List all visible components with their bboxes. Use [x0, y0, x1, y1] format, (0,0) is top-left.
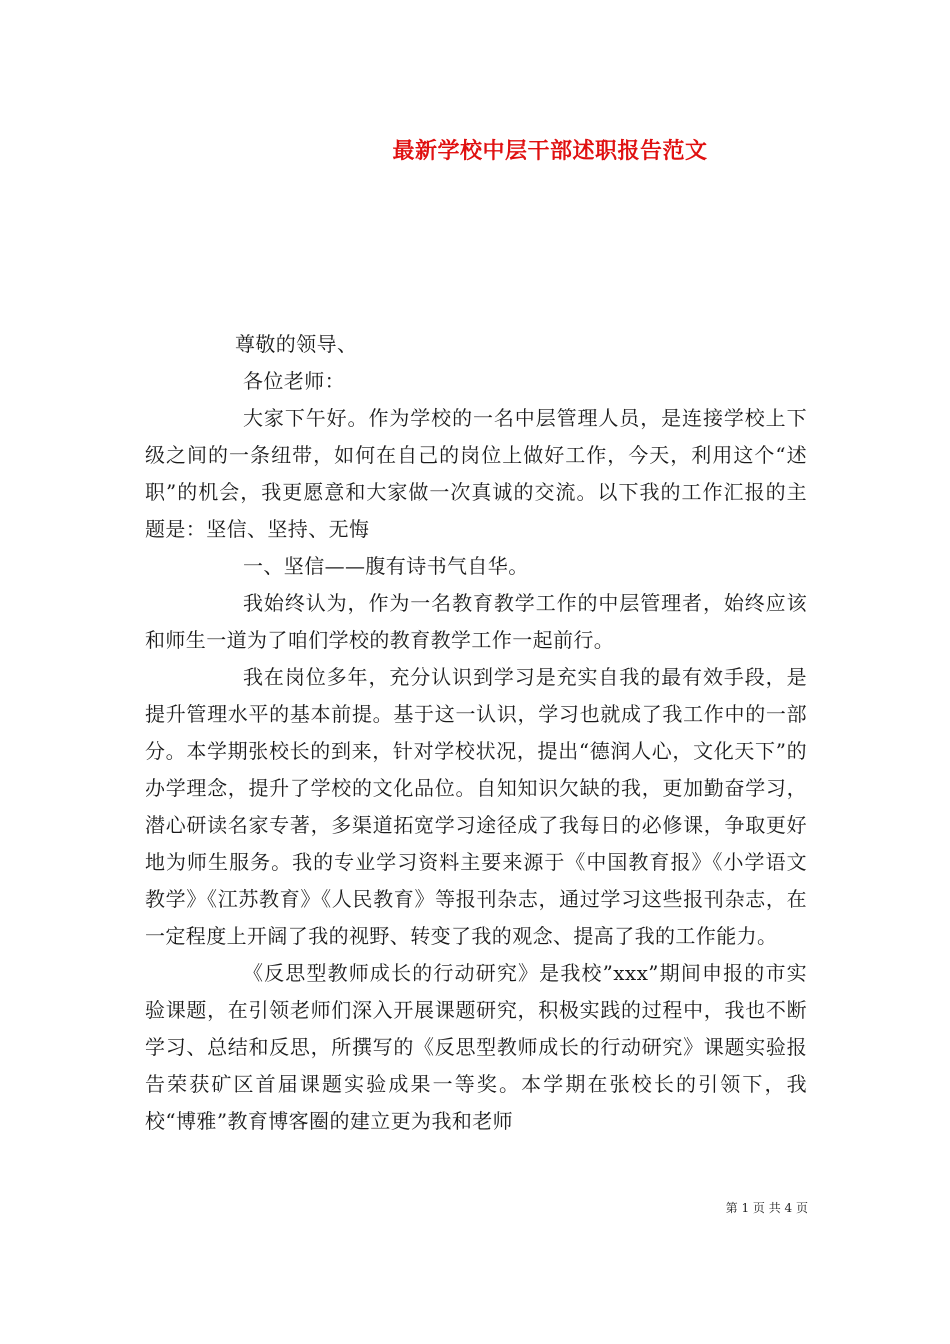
salutation-leaders: 尊敬的领导、 [235, 332, 358, 356]
paragraph-study: 我在岗位多年，充分认识到学习是充实自我的最有效手段，是提升管理水平的基本前提。基于这一认识，学习也就成了我工作中的一部分。本学期张校长的到来，针对学校状况，提出“德润人心，文化天下”的办学理念，提升了学校的文化品位。自知知识欠缺的我，更加勤奋学习，潜心研读名家专著，多渠道拓宽学习途径成了我每日的必修课，争取更好地为师生服务。我的专业学习资料主要来源于《中国教育报》《小学语文教学》《江苏教育》《人民教育》等报刊杂志，通过学习这些报刊杂志，在一定程度上开阔了我的视野、转变了我的观念、提高了我的工作能力。 [145, 665, 807, 948]
salutation-teachers: 各位老师： [243, 369, 345, 393]
paragraph-research: 《反思型教师成长的行动研究》是我校”xxx”期间申报的市实验课题，在引领老师们深入开展课题研究，积极实践的过程中，我也不断学习、总结和反思，所撰写的《反思型教师成长的行动研究》课题实验报告荣获矿区首届课题实验成果一等奖。本学期在张校长的引领下，我校“博雅”教育博客圈的建立更为我和老师 [145, 961, 807, 1133]
document-body [145, 326, 807, 1140]
paragraph-greeting: 大家下午好。作为学校的一名中层管理人员，是连接学校上下级之间的一条纽带，如何在自己的岗位上做好工作，今天，利用这个“述职”的机会，我更愿意和大家做一次真诚的交流。以下我的工作汇报的主题是：坚信、坚持、无悔 [145, 406, 807, 541]
page-footer: 第 1 页 共 4 页 [725, 1201, 808, 1215]
paragraph-belief: 我始终认为，作为一名教育教学工作的中层管理者，始终应该和师生一道为了咱们学校的教育教学工作一起前行。 [145, 591, 807, 652]
section-heading-1: 一、坚信——腹有诗书气自华。 [243, 554, 529, 578]
document-title: 最新学校中层干部述职报告范文 [392, 138, 708, 164]
